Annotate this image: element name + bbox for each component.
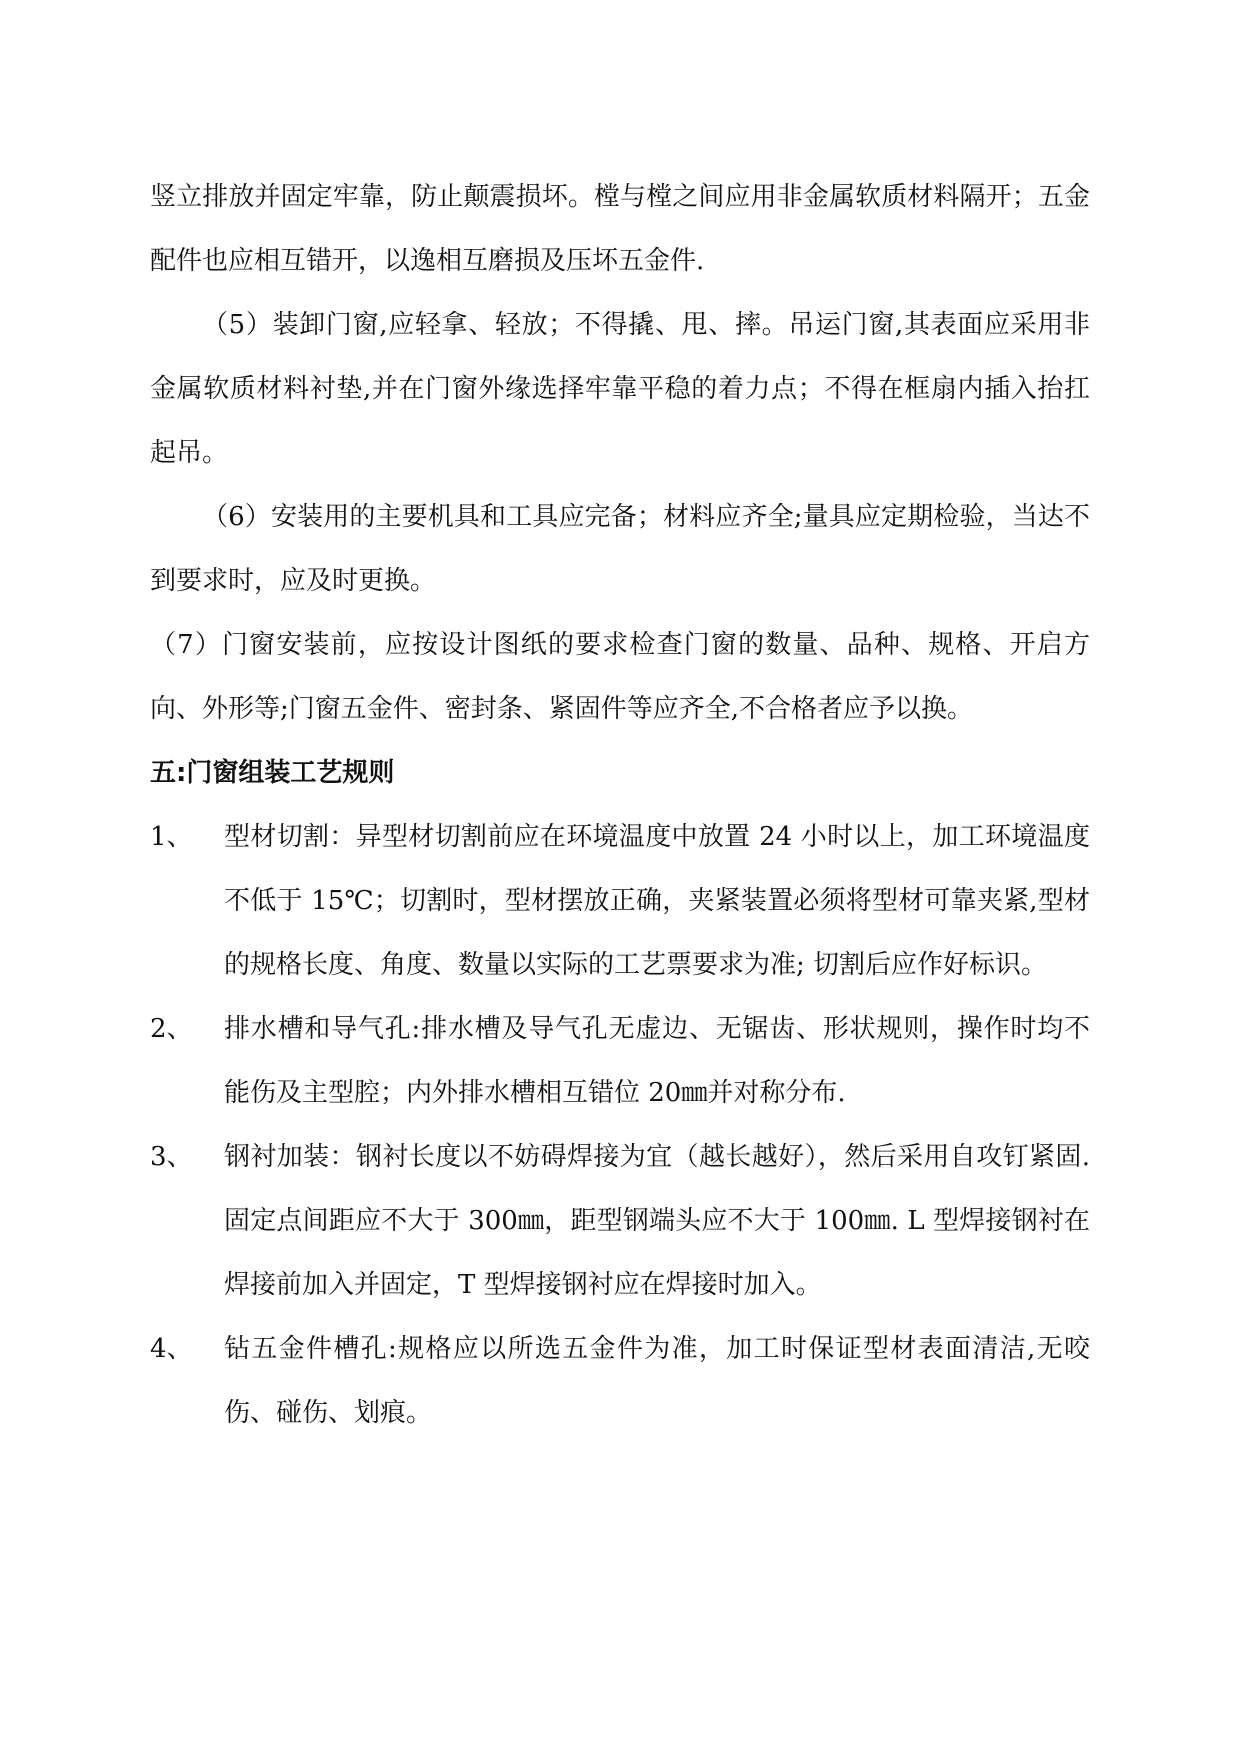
- paragraph-storage: 竖立排放并固定牢靠，防止颠震损坏。樘与樘之间应用非金属软质材料隔开；五金配件也应相互错开，以逸相互磨损及压坏五金件.: [150, 182, 1090, 276]
- paragraph-item-6: （6）安装用的主要机具和工具应完备；材料应齐全;量具应定期检验，当达不到要求时，应及时更换。: [150, 502, 1090, 596]
- list-item-number: 1、: [150, 822, 193, 852]
- paragraph-item-5: （5）装卸门窗,应轻拿、轻放；不得撬、甩、摔。吊运门窗,其表面应采用非金属软质材料衬垫,并在门窗外缘选择牢靠平稳的着力点；不得在框扇内插入抬扛起吊。: [150, 310, 1090, 468]
- list-item-text: 排水槽和导气孔:排水槽及导气孔无虚边、无锯齿、形状规则，操作时均不能伤及主型腔；内外排水槽相互错位 20㎜并对称分布.: [224, 1014, 1090, 1108]
- list-item-number: 4、: [150, 1334, 193, 1364]
- list-item: [150, 997, 1090, 1125]
- list-item-number: 3、: [150, 1142, 193, 1172]
- paragraph-item-7: （7）门窗安装前，应按设计图纸的要求检查门窗的数量、品种、规格、开启方向、外形等;门窗五金件、密封条、紧固件等应齐全,不合格者应予以换。: [150, 630, 1090, 724]
- list-item-number: 2、: [150, 1014, 193, 1044]
- list-item: [150, 805, 1090, 997]
- list-item-text: 钢衬加装：钢衬长度以不妨碍焊接为宜（越长越好），然后采用自攻钉紧固. 固定点间距应不大于 300㎜，距型钢端头应不大于 100㎜. L 型焊接钢衬在焊接前加入并固定，T 型焊接钢衬应在焊接时加入。: [224, 1142, 1090, 1300]
- section-heading: 五:门窗组装工艺规则: [150, 758, 395, 788]
- list-item-text: 型材切割：异型材切割前应在环境温度中放置 24 小时以上，加工环境温度不低于 15℃；切割时，型材摆放正确，夹紧装置必须将型材可靠夹紧,型材的规格长度、角度、数量以实际的工艺票要求为准; 切割后应作好标识。: [224, 822, 1090, 980]
- document-body: [150, 165, 1090, 1445]
- list-item: [150, 1317, 1090, 1445]
- list-item-text: 钻五金件槽孔:规格应以所选五金件为准，加工时保证型材表面清洁,无咬伤、碰伤、划痕。: [224, 1334, 1090, 1428]
- list-item: [150, 1125, 1090, 1317]
